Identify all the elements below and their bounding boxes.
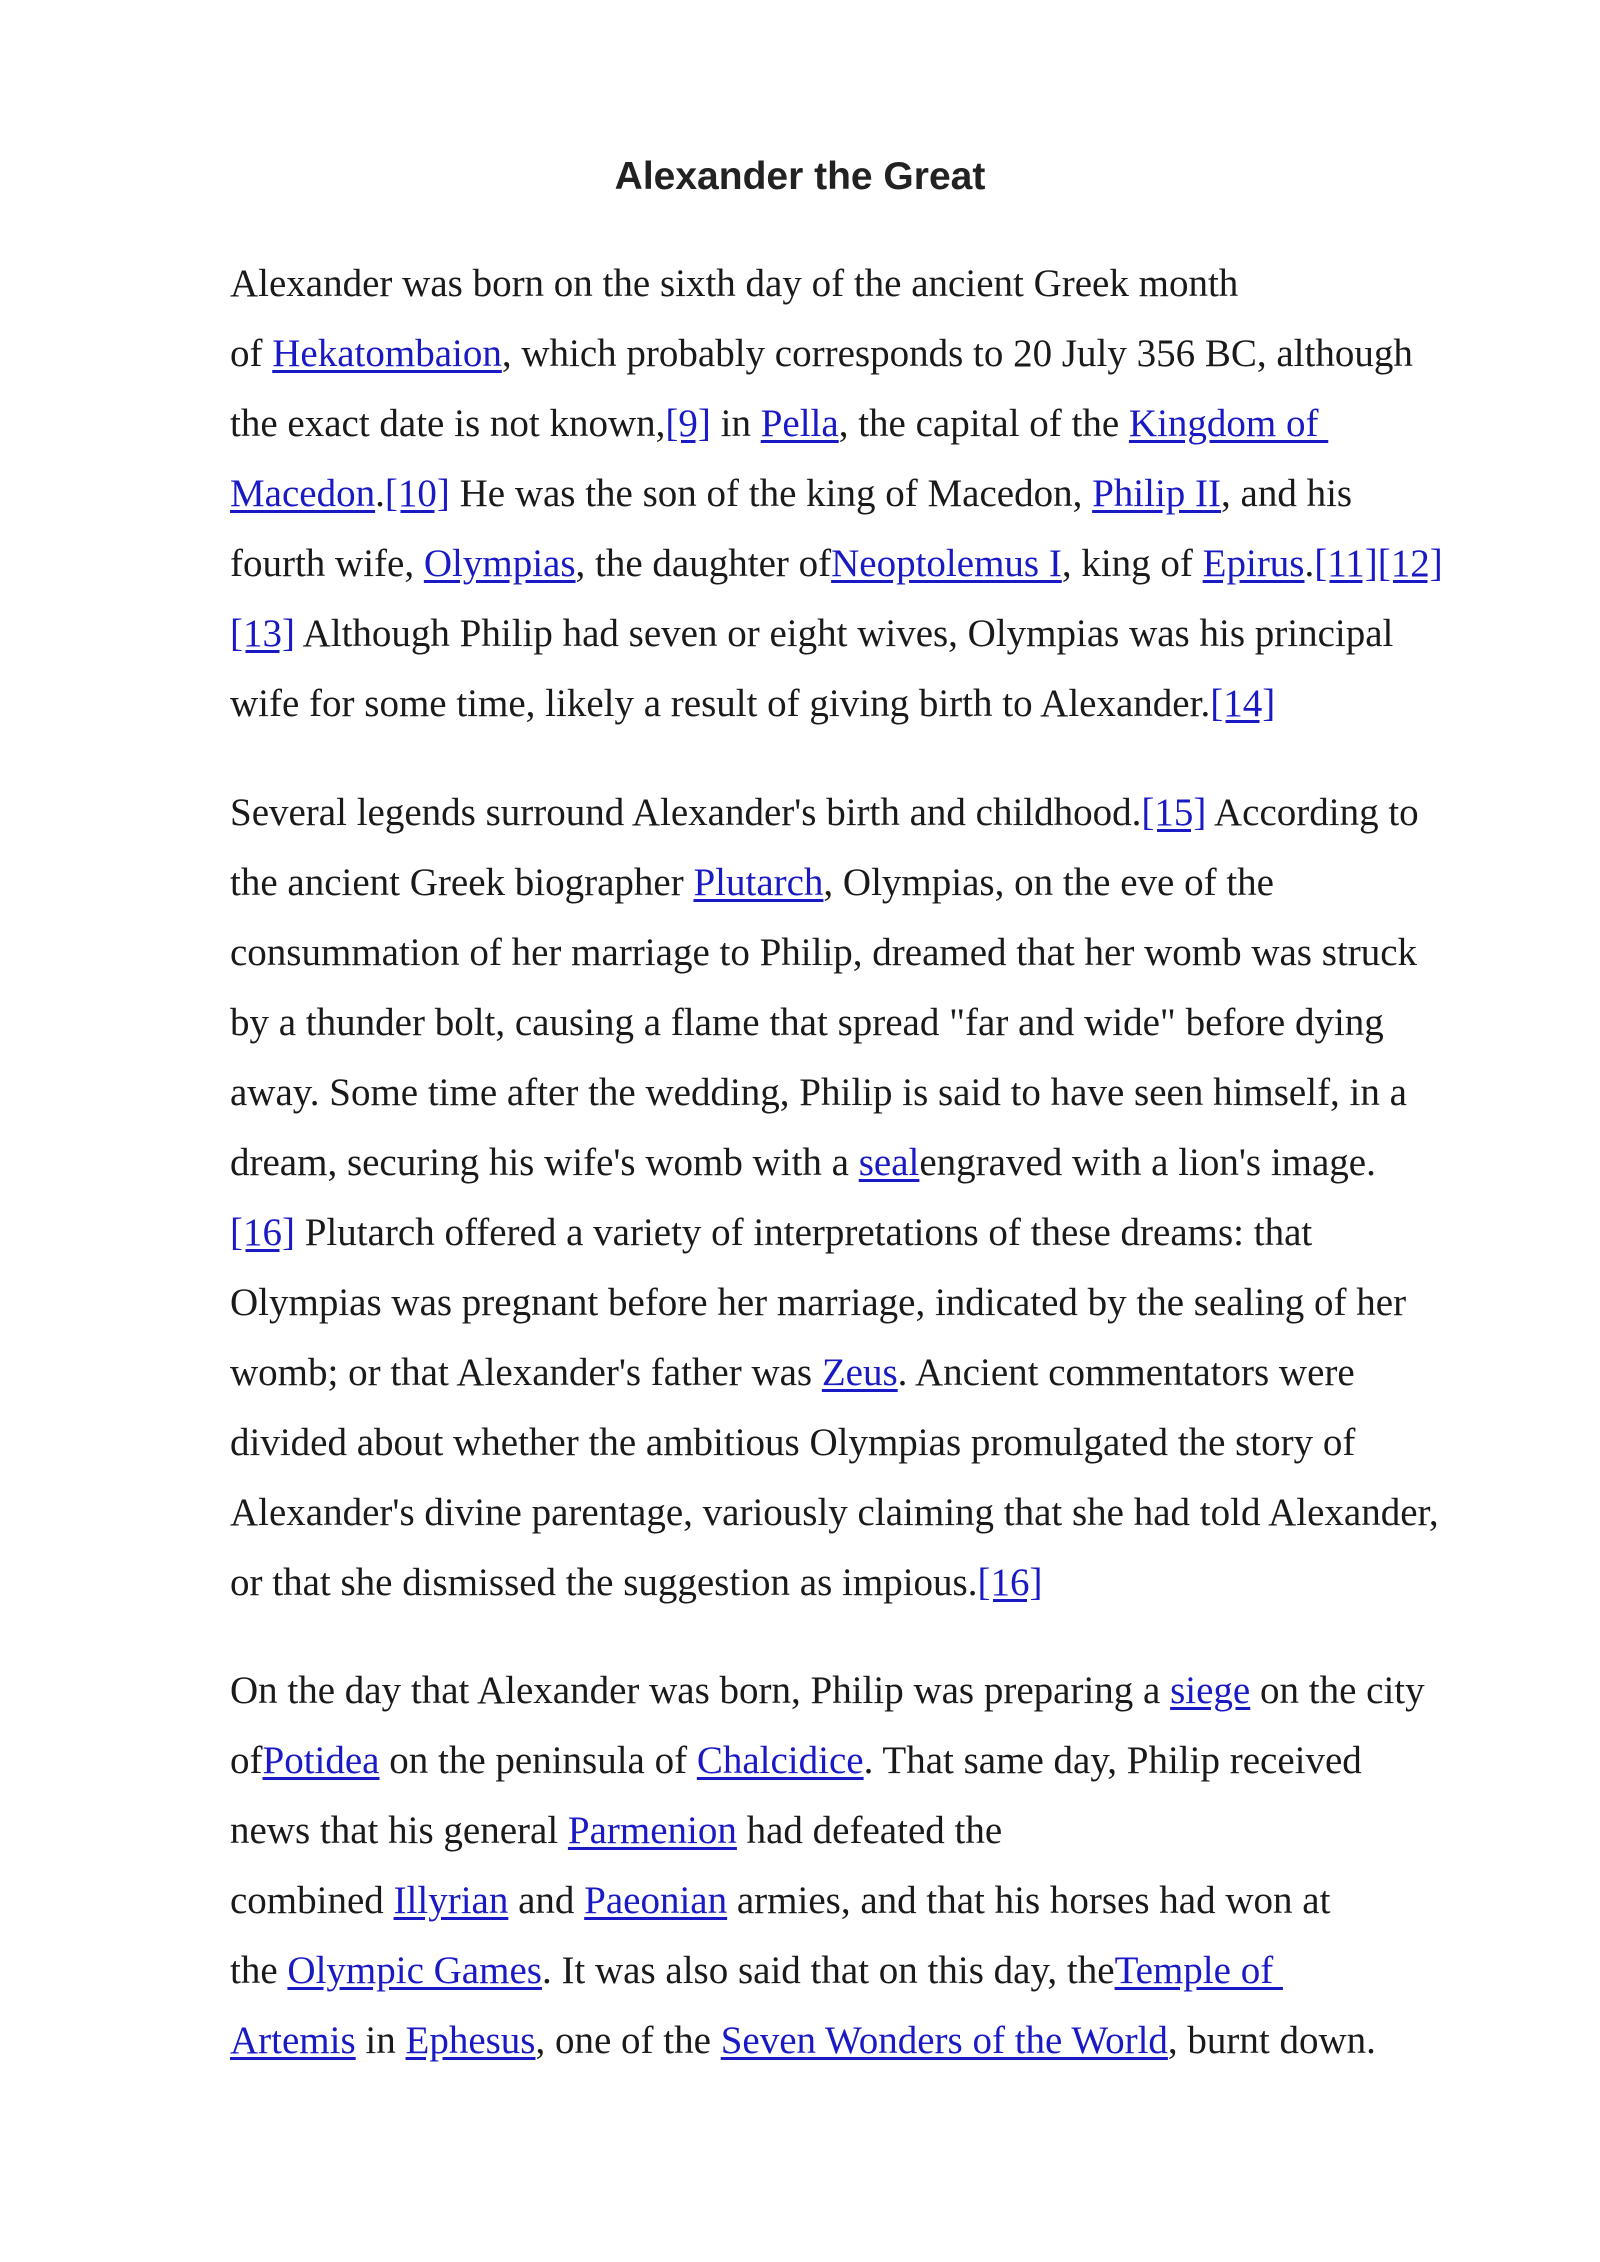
text-run: armies, and that his horses had won at <box>727 1879 1331 1922</box>
link-olympias[interactable]: Olympias <box>423 542 576 585</box>
link-hekatombaion[interactable]: Hekatombaion <box>272 332 502 375</box>
text-run: on the peninsula of <box>379 1739 697 1782</box>
text-run: or that she dismissed the suggestion as impious. <box>230 1561 978 1604</box>
text-line <box>230 1548 1500 1618</box>
text-run: consummation of her marriage to Philip, dreamed that her womb was struck <box>230 931 1418 974</box>
link-epirus[interactable]: Epirus <box>1202 542 1305 585</box>
text-run: and <box>508 1879 585 1922</box>
citation-link-16[interactable]: [16] <box>977 1561 1043 1604</box>
text-line <box>230 1058 1500 1128</box>
citation-link-12[interactable]: [12] <box>1377 542 1443 585</box>
text-run: on the city <box>1250 1669 1425 1712</box>
text-run: fourth wife, <box>230 542 424 585</box>
page-title: Alexander the Great <box>614 155 986 198</box>
text-line <box>230 389 1500 459</box>
text-run: away. Some time after the wedding, Philip is said to have seen himself, in a <box>230 1071 1407 1114</box>
text-line <box>230 319 1500 389</box>
text-line <box>230 1866 1500 1936</box>
text-line <box>230 1796 1500 1866</box>
text-run: Alexander's divine parentage, variously claiming that she had told Alexander, <box>230 1491 1439 1534</box>
text-run: Olympias was pregnant before her marriage, indicated by the sealing of her <box>230 1281 1407 1324</box>
citation-link-16[interactable]: [16] <box>230 1211 295 1254</box>
text-run: , burnt down. <box>1167 2019 1376 2062</box>
link-siege[interactable]: siege <box>1170 1669 1251 1712</box>
text-run: Plutarch offered a variety of interpretations of these dreams: that <box>294 1211 1313 1254</box>
text-run: engraved with a lion's image. <box>919 1141 1376 1184</box>
paragraph-legends <box>230 778 1500 1618</box>
text-run: . <box>1304 542 1315 585</box>
link-seal[interactable]: seal <box>858 1141 920 1184</box>
text-run: wife for some time, likely a result of giving birth to Alexander. <box>230 682 1211 725</box>
link-ephesus[interactable]: Ephesus <box>405 2019 536 2062</box>
text-line <box>230 1936 1500 2006</box>
text-line <box>230 778 1500 848</box>
text-run: womb; or that Alexander's father was <box>230 1351 822 1394</box>
text-run: combined <box>230 1879 394 1922</box>
link-illyrian[interactable]: Illyrian <box>393 1879 509 1922</box>
text-run: , the capital of the <box>838 402 1129 445</box>
text-run: According to <box>1206 791 1419 834</box>
text-run: , king of <box>1061 542 1203 585</box>
text-run: Alexander was born on the sixth day of the ancient Greek month <box>230 262 1239 305</box>
text-run: . Ancient commentators were <box>897 1351 1355 1394</box>
citation-link-15[interactable]: [15] <box>1141 791 1207 834</box>
text-line <box>230 988 1500 1058</box>
link-philip-ii[interactable]: Philip II <box>1092 472 1222 515</box>
link-plutarch[interactable]: Plutarch <box>693 861 824 904</box>
text-line <box>230 249 1500 319</box>
text-line <box>230 529 1500 599</box>
text-run: , Olympias, on the eve of the <box>823 861 1274 904</box>
text-run: Several legends surround Alexander's birth and childhood. <box>230 791 1142 834</box>
text-line <box>230 599 1500 669</box>
text-run: On the day that Alexander was born, Philip was preparing a <box>230 1669 1171 1712</box>
text-run: , one of the <box>535 2019 721 2062</box>
text-run: . <box>375 472 385 515</box>
text-run: news that his general <box>230 1809 568 1852</box>
text-line <box>230 1408 1500 1478</box>
link-artemis[interactable]: Artemis <box>230 2019 356 2062</box>
citation-link-13[interactable]: [13] <box>230 612 295 655</box>
link-parmenion[interactable]: Parmenion <box>567 1809 737 1852</box>
link-olympic-games[interactable]: Olympic Games <box>287 1949 542 1992</box>
link-potidea[interactable]: Potidea <box>262 1739 380 1782</box>
link-chalcidice[interactable]: Chalcidice <box>696 1739 864 1782</box>
citation-link-14[interactable]: [14] <box>1210 682 1276 725</box>
link-macedon[interactable]: Macedon <box>230 472 376 515</box>
link-paeonian[interactable]: Paeonian <box>584 1879 728 1922</box>
link-neoptolemus-i[interactable]: Neoptolemus I <box>831 542 1062 585</box>
text-run: had defeated the <box>736 1809 1003 1852</box>
link-temple-of[interactable]: Temple of <box>1114 1949 1283 1992</box>
link-kingdom-of[interactable]: Kingdom of <box>1128 402 1329 445</box>
text-run: . It was also said that on this day, the <box>541 1949 1115 1992</box>
text-line <box>230 2006 1500 2076</box>
text-line <box>230 1128 1500 1198</box>
text-run: , the daughter of <box>575 542 832 585</box>
text-run: the exact date is not known, <box>230 402 666 445</box>
text-run: , and his <box>1221 472 1353 515</box>
text-line <box>230 1726 1500 1796</box>
text-run: . That same day, Philip received <box>863 1739 1362 1782</box>
text-run: He was the son of the king of Macedon, <box>449 472 1093 515</box>
paragraph-day-of-birth <box>230 1656 1500 2076</box>
text-run: divided about whether the ambitious Olympias promulgated the story of <box>230 1421 1356 1464</box>
text-run: the <box>230 1949 288 1992</box>
link-pella[interactable]: Pella <box>760 402 839 445</box>
text-run: dream, securing his wife's womb with a <box>230 1141 859 1184</box>
text-line <box>230 1268 1500 1338</box>
citation-link-10[interactable]: [10] <box>384 472 450 515</box>
citation-link-11[interactable]: [11] <box>1314 542 1378 585</box>
text-line <box>230 1338 1500 1408</box>
link-zeus[interactable]: Zeus <box>821 1351 898 1394</box>
text-line <box>230 459 1500 529</box>
link-seven-wonders-of-the-world[interactable]: Seven Wonders of the World <box>720 2019 1168 2062</box>
text-run: Although Philip had seven or eight wives, Olympias was his principal <box>294 612 1394 655</box>
text-run: in <box>355 2019 406 2062</box>
text-run: by a thunder bolt, causing a flame that spread "far and wide" before dying <box>230 1001 1384 1044</box>
text-run: of <box>230 1739 263 1782</box>
text-line <box>230 918 1500 988</box>
text-line <box>230 1198 1500 1268</box>
citation-link-9[interactable]: [9] <box>665 402 711 445</box>
text-run: of <box>230 332 273 375</box>
text-line <box>230 1478 1500 1548</box>
text-run: in <box>710 402 761 445</box>
text-run: the ancient Greek biographer <box>230 861 694 904</box>
paragraph-birth <box>230 249 1500 739</box>
text-line <box>230 669 1500 739</box>
text-line <box>230 1656 1500 1726</box>
text-run: , which probably corresponds to 20 July 356 BC, although <box>501 332 1413 375</box>
text-line <box>230 848 1500 918</box>
